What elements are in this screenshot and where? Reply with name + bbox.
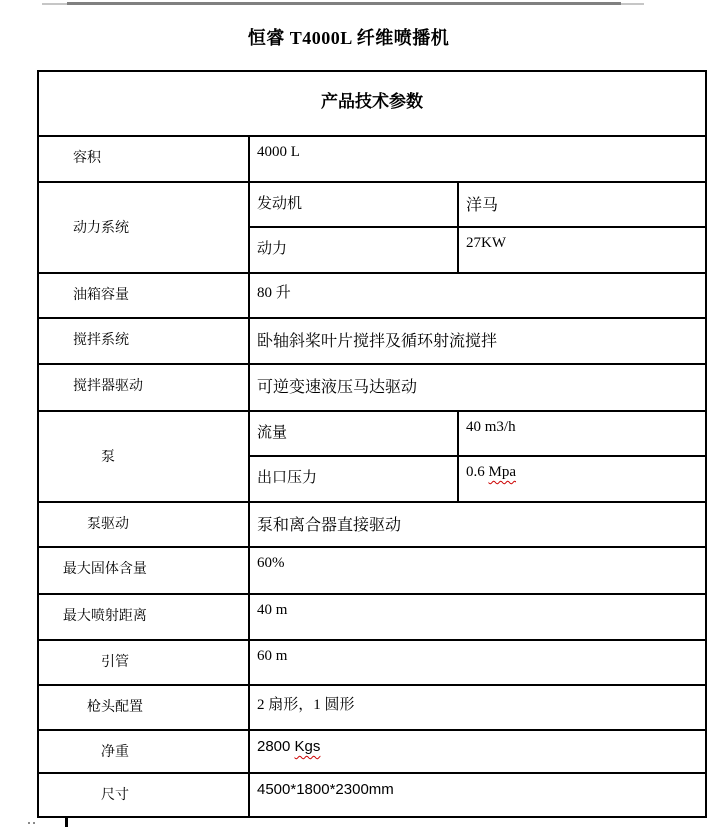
table-title: 产品技术参数 [38, 71, 706, 136]
pressure-number: 0.6 [466, 464, 489, 480]
page-top-boundary [67, 2, 621, 5]
table-row-max-spray [38, 594, 706, 640]
param-value-max-spray: 40 m [249, 594, 706, 640]
param-value-dimensions: 4500*1800*2300mm [249, 773, 706, 817]
page-title: 恒睿 T4000L 纤维喷播机 [247, 28, 450, 48]
page-top-boundary-right [621, 3, 644, 5]
param-label-fuel-tank: 油箱容量 [38, 273, 249, 318]
param-value-engine: 洋马 [458, 182, 706, 227]
param-value-max-solid: 60% [249, 547, 706, 594]
param-label-volume: 容积 [38, 136, 249, 182]
param-value-outlet-pressure [458, 456, 706, 502]
param-value-volume: 4000 L [249, 136, 706, 182]
param-sublabel-flow: 流量 [249, 411, 458, 456]
param-label-power-system: 动力系统 [38, 182, 249, 273]
param-label-max-solid: 最大固体含量 [38, 547, 249, 594]
param-value-fuel-tank: 80 升 [249, 273, 706, 318]
param-label-suction-hose: 引管 [38, 640, 249, 685]
weight-number: 2800 [257, 738, 295, 755]
table-row-pump-flow [38, 411, 706, 456]
param-label-pump: 泵 [38, 411, 249, 502]
weight-unit-misspelled: Kgs [294, 738, 321, 755]
param-value-mixing-system: 卧轴斜桨叶片搅拌及循环射流搅拌 [249, 318, 706, 364]
param-value-agitator-drive: 可逆变速液压马达驱动 [249, 364, 706, 411]
param-value-nozzle-config: 2 扇形，1 圆形 [249, 685, 706, 730]
page-top-boundary-left [42, 3, 67, 5]
page-footer-dot [33, 822, 35, 824]
table-row-net-weight [38, 730, 706, 773]
param-label-pump-drive: 泵驱动 [38, 502, 249, 547]
param-label-dimensions: 尺寸 [38, 773, 249, 817]
table-row-dimensions [38, 773, 706, 817]
param-sublabel-engine: 发动机 [249, 182, 458, 227]
table-row-nozzle-config [38, 685, 706, 730]
param-label-max-spray: 最大喷射距离 [38, 594, 249, 640]
param-value-pump-drive: 泵和离合器直接驱动 [249, 502, 706, 547]
table-row-suction-hose [38, 640, 706, 685]
param-value-net-weight [249, 730, 706, 773]
table-row-pump-drive [38, 502, 706, 547]
param-label-net-weight: 净重 [38, 730, 249, 773]
product-parameters-table [37, 70, 707, 818]
table-row-max-solid [38, 547, 706, 594]
param-value-suction-hose: 60 m [249, 640, 706, 685]
param-label-nozzle-config: 枪头配置 [38, 685, 249, 730]
param-sublabel-power: 动力 [249, 227, 458, 273]
table-row-engine [38, 182, 706, 227]
table-row-agitator-drive [38, 364, 706, 411]
table-row-mixing-system [38, 318, 706, 364]
table-row-fuel-tank [38, 273, 706, 318]
param-value-flow: 40 m3/h [458, 411, 706, 456]
page-footer-dot [28, 822, 30, 824]
param-label-agitator-drive: 搅拌器驱动 [38, 364, 249, 411]
table-row-header [38, 71, 706, 136]
table-row-volume [38, 136, 706, 182]
param-value-power: 27KW [458, 227, 706, 273]
text-cursor[interactable] [65, 817, 68, 827]
pressure-unit-misspelled: Mpa [488, 464, 516, 480]
param-label-mixing-system: 搅拌系统 [38, 318, 249, 364]
param-sublabel-outlet-pressure: 出口压力 [249, 456, 458, 502]
